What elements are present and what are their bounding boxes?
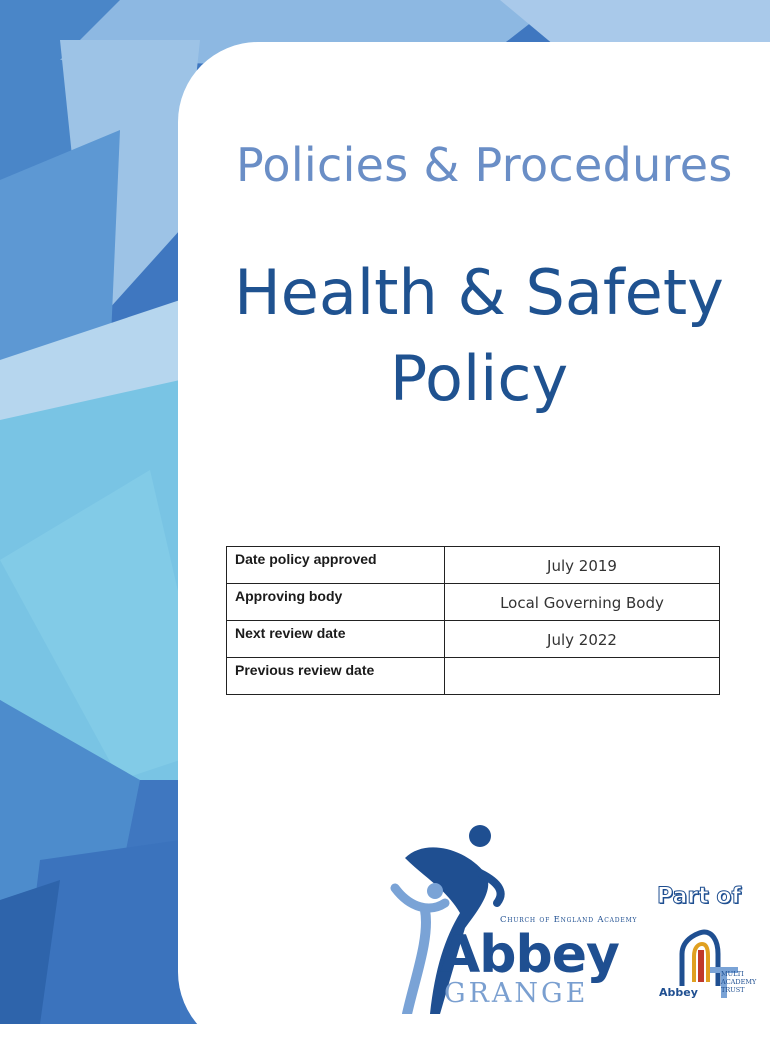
school-tagline: Church of England Academy xyxy=(500,915,638,925)
row-label: Next review date xyxy=(227,621,445,658)
trust-subtitle: MULTI ACADEMY TRUST xyxy=(721,970,757,994)
row-value: July 2019 xyxy=(445,547,720,584)
table-row xyxy=(227,584,720,621)
table-row xyxy=(227,621,720,658)
part-of-label: Part of xyxy=(657,884,742,909)
document-title xyxy=(206,250,752,422)
table-row xyxy=(227,658,720,695)
section-kicker: Policies & Procedures xyxy=(236,138,733,192)
policy-details-table xyxy=(226,546,720,695)
row-label: Previous review date xyxy=(227,658,445,695)
row-label: Approving body xyxy=(227,584,445,621)
school-name: Abbey xyxy=(440,925,619,985)
school-subname: GRANGE xyxy=(444,978,589,1009)
row-value: July 2022 xyxy=(445,621,720,658)
title-line-1: Health & Safety xyxy=(234,256,724,329)
title-line-2: Policy xyxy=(389,342,569,415)
trust-name: Abbey xyxy=(659,986,698,999)
row-value: Local Governing Body xyxy=(445,584,720,621)
table-row xyxy=(227,547,720,584)
row-label: Date policy approved xyxy=(227,547,445,584)
row-value xyxy=(445,658,720,695)
